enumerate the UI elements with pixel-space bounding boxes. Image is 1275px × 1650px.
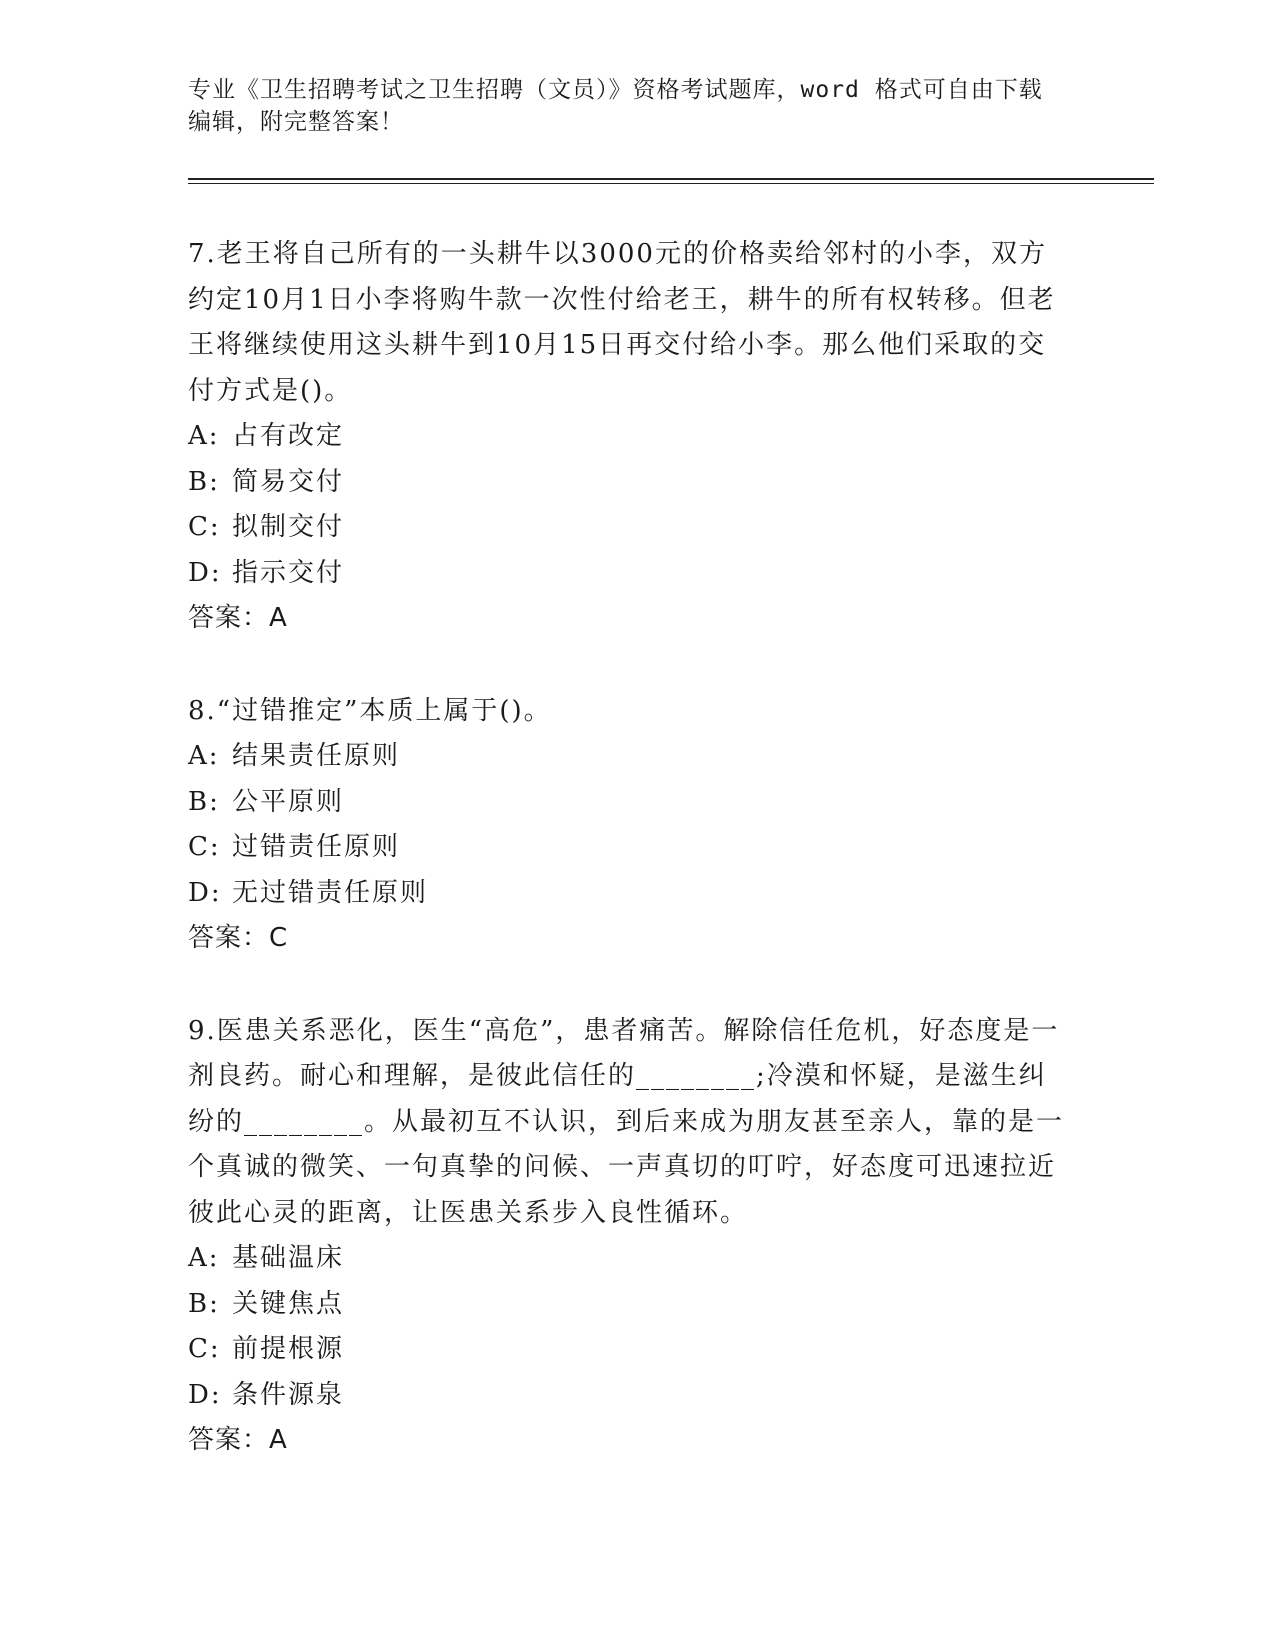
header-line-1: 专业《卫生招聘考试之卫生招聘（文员）》资格考试题库，word 格式可自由下载 [188, 77, 1043, 103]
option-text: 占有改定 [232, 421, 345, 451]
question-stem: 9.医患关系恶化，医生“高危”，患者痛苦。解除信任危机，好态度是一剂良药。耐心和理解，是彼此信任的________;冷漠和怀疑，是滋生纠纷的________。从最初互不认识，到后来成为朋友甚至亲人，靠的是一个真诚的微笑、一句真挚的问候、一声真切的叮咛，好态度可迅速拉近彼此心灵的距离，让医患关系步入良性循环。 [188, 1015, 1065, 1228]
option-c [188, 505, 1088, 551]
question-7 [188, 232, 1088, 642]
option-letter: B: [188, 466, 220, 497]
document-header [188, 74, 1068, 138]
option-a [188, 414, 1088, 460]
header-line-2: 编辑，附完整答案！ [188, 109, 404, 135]
option-letter: C: [188, 1334, 221, 1364]
option-letter: B: [188, 1288, 220, 1319]
option-b [188, 1282, 1088, 1328]
question-8 [188, 689, 1088, 962]
option-a [188, 734, 1088, 780]
option-letter: A: [188, 1243, 220, 1273]
option-d [188, 1373, 1088, 1419]
option-c [188, 1327, 1088, 1373]
header-divider-thin [188, 183, 1154, 184]
option-text: 拟制交付 [232, 512, 345, 542]
option-c [188, 825, 1088, 871]
question-9 [188, 1009, 1088, 1464]
option-d [188, 871, 1088, 917]
option-letter: C: [188, 832, 221, 862]
option-a [188, 1236, 1088, 1282]
option-text: 基础温床 [232, 1243, 345, 1273]
option-b [188, 780, 1088, 826]
option-text: 前提根源 [232, 1334, 345, 1364]
question-list [188, 232, 1088, 1511]
option-letter: A: [188, 421, 220, 451]
option-letter: C: [188, 512, 221, 542]
option-text: 无过错责任原则 [232, 877, 429, 908]
option-text: 关键焦点 [232, 1288, 345, 1319]
question-stem: 8.“过错推定”本质上属于()。 [188, 695, 552, 726]
question-stem: 7.老王将自己所有的一头耕牛以3000元的价格卖给邻村的小李，双方约定10月1日小李将购牛款一次性付给老王，耕牛的所有权转移。但老王将继续使用这头耕牛到10月15日再交付给小李。那么他们采取的交付方式是()。 [188, 239, 1056, 406]
option-d [188, 551, 1088, 597]
header-divider-thick [188, 178, 1154, 180]
answer: 答案：A [188, 603, 288, 633]
option-text: 简易交付 [232, 466, 345, 497]
option-text: 结果责任原则 [232, 741, 401, 771]
option-letter: B: [188, 786, 220, 817]
option-letter: D: [188, 1379, 222, 1410]
answer: 答案：C [188, 923, 289, 953]
option-letter: D: [188, 557, 222, 588]
answer: 答案：A [188, 1425, 288, 1455]
option-letter: A: [188, 741, 220, 771]
option-text: 过错责任原则 [232, 832, 401, 862]
option-text: 公平原则 [232, 786, 345, 817]
option-text: 条件源泉 [232, 1379, 345, 1410]
option-b [188, 460, 1088, 506]
option-letter: D: [188, 877, 222, 908]
option-text: 指示交付 [232, 557, 345, 588]
